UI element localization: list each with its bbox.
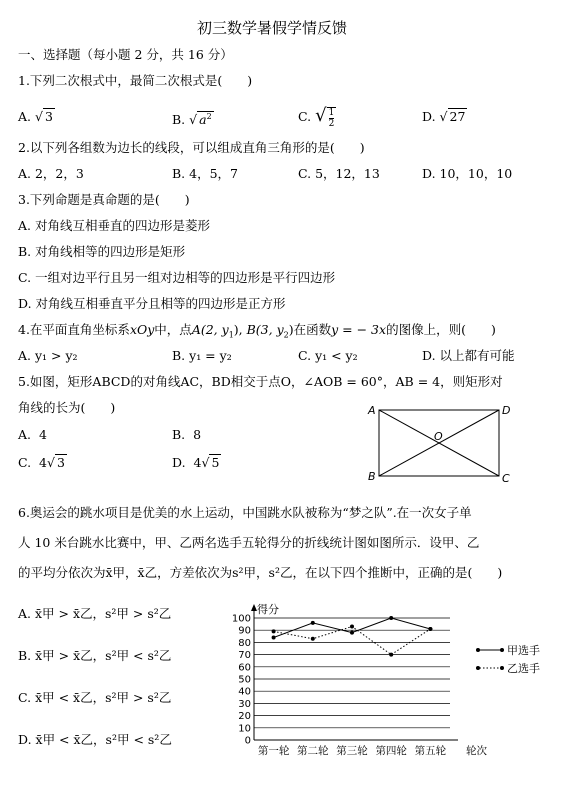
score-line-chart — [228, 598, 568, 768]
q2-option-b[interactable]: B. 4，5，7 — [172, 166, 238, 181]
q6-option-c[interactable]: C. x̄甲 < x̄乙，s²甲 > s²乙 — [18, 690, 172, 705]
q1-option-d[interactable]: D. √ 27 — [422, 109, 466, 124]
vertex-c-label: C — [502, 472, 510, 484]
q3-option-c[interactable]: C. 一组对边平行且另一组对边相等的四边形是平行四边形 — [18, 270, 336, 285]
legend-marker — [476, 648, 480, 652]
q6-option-d[interactable]: D. x̄甲 < x̄乙，s²甲 < s²乙 — [18, 732, 172, 747]
q4-stem: 4.在平面直角坐标系xOy中，点A(2, $y_1$), B(3, $y_2$)在函数y = − 3x的图像上，则( ) — [18, 322, 496, 340]
x-tick-label: 第一轮 — [257, 745, 290, 757]
vertex-b-label: B — [368, 470, 376, 483]
y-tick-label: 10 — [238, 723, 251, 735]
data-point — [350, 631, 354, 635]
y-axis-label: 得分 — [257, 603, 279, 616]
q3-option-d[interactable]: D. 对角线互相垂直平分且相等的四边形是正方形 — [18, 296, 286, 311]
data-point — [311, 621, 315, 625]
q5-stem-line2: 角线的长为( ) — [18, 400, 116, 415]
data-point — [272, 629, 276, 633]
q1-option-b[interactable]: B. √ $a^2$ — [172, 112, 212, 128]
point-o-label: O — [434, 430, 443, 443]
q6-option-b[interactable]: B. x̄甲 > x̄乙，s²甲 < s²乙 — [18, 648, 172, 663]
page-title: 初三数学暑假学情反馈 — [197, 19, 348, 37]
q1-option-c[interactable]: C. √ $\frac{1}{2}$ — [298, 105, 335, 129]
legend-marker — [500, 648, 504, 652]
q6-option-a[interactable]: A. x̄甲 > x̄乙，s²甲 > s²乙 — [18, 606, 172, 621]
x-tick-label: 第二轮 — [297, 745, 329, 757]
y-tick-label: 80 — [238, 637, 251, 649]
y-tick-label: 50 — [238, 674, 251, 686]
q6-stem-line3: 的平均分依次为x̄甲，x̄乙，方差依次为s²甲，s²乙，在以下四个推断中，正确的是( ) — [18, 565, 503, 580]
q5-option-b[interactable]: B. 8 — [172, 427, 202, 442]
vertex-d-label: D — [502, 404, 511, 417]
data-point — [350, 625, 354, 629]
q2-stem: 2.以下列各组数为边长的线段，可以组成直角三角形的是( ) — [18, 140, 365, 155]
q4-option-c[interactable]: C. y₁ < y₂ — [298, 348, 358, 363]
section-heading: 一、选择题（每小题 2 分，共 16 分） — [18, 47, 233, 62]
q1-stem: 1.下列二次根式中，最简二次根式是( ) — [18, 73, 253, 88]
legend-label: 甲选手 — [507, 644, 540, 657]
y-tick-label: 40 — [238, 686, 251, 698]
q5-option-a[interactable]: A. 4 — [18, 427, 47, 442]
data-point — [389, 616, 393, 620]
y-tick-label: 20 — [238, 711, 251, 723]
data-point — [389, 653, 393, 657]
q2-option-a[interactable]: A. 2，2，3 — [18, 166, 84, 181]
y-tick-label: 30 — [238, 698, 251, 710]
legend-label: 乙选手 — [507, 662, 540, 675]
q6-stem-line2: 人 10 米台跳水比赛中，甲、乙两名选手五轮得分的折线统计图如图所示．设甲、乙 — [18, 535, 480, 550]
legend-marker — [476, 666, 480, 670]
q3-option-b[interactable]: B. 对角线相等的四边形是矩形 — [18, 244, 186, 259]
q3-stem: 3.下列命题是真命题的是( ) — [18, 192, 190, 207]
q4-option-a[interactable]: A. y₁ > y₂ — [18, 348, 78, 363]
y-tick-label: 100 — [231, 613, 251, 625]
y-tick-label: 70 — [238, 650, 251, 662]
q2-option-c[interactable]: C. 5，12，13 — [298, 166, 380, 181]
y-tick-label: 90 — [238, 625, 251, 637]
q2-option-d[interactable]: D. 10，10，10 — [422, 166, 513, 181]
vertex-a-label: A — [368, 404, 376, 417]
x-tick-label: 第四轮 — [375, 745, 407, 757]
legend-marker — [500, 666, 504, 670]
x-tick-label: 第五轮 — [414, 745, 447, 757]
data-point — [428, 627, 432, 631]
q6-stem-line1: 6.奥运会的跳水项目是优美的水上运动，中国跳水队被称为“梦之队”.在一次女子单 — [18, 505, 472, 520]
y-tick-label: 0 — [244, 735, 251, 747]
x-axis-label: 轮次 — [466, 745, 487, 757]
q4-option-b[interactable]: B. y₁ = y₂ — [172, 348, 232, 363]
data-point — [311, 637, 315, 641]
q5-option-c[interactable]: C. 4√ 3 — [18, 455, 65, 470]
q3-option-a[interactable]: A. 对角线互相垂直的四边形是菱形 — [18, 218, 210, 233]
data-point — [272, 636, 276, 640]
q4-option-d[interactable]: D. 以上都有可能 — [422, 348, 515, 363]
q5-option-d[interactable]: D. 4√ 5 — [172, 455, 220, 470]
q5-stem-line1: 5.如图，矩形ABCD的对角线AC，BD相交于点O，∠AOB = 60°，AB = 4，则矩形对 — [18, 374, 503, 389]
y-tick-label: 60 — [238, 662, 251, 674]
q1-option-a[interactable]: A. √ 3 — [18, 109, 53, 124]
x-tick-label: 第三轮 — [336, 745, 368, 757]
rectangle-figure — [366, 402, 516, 484]
